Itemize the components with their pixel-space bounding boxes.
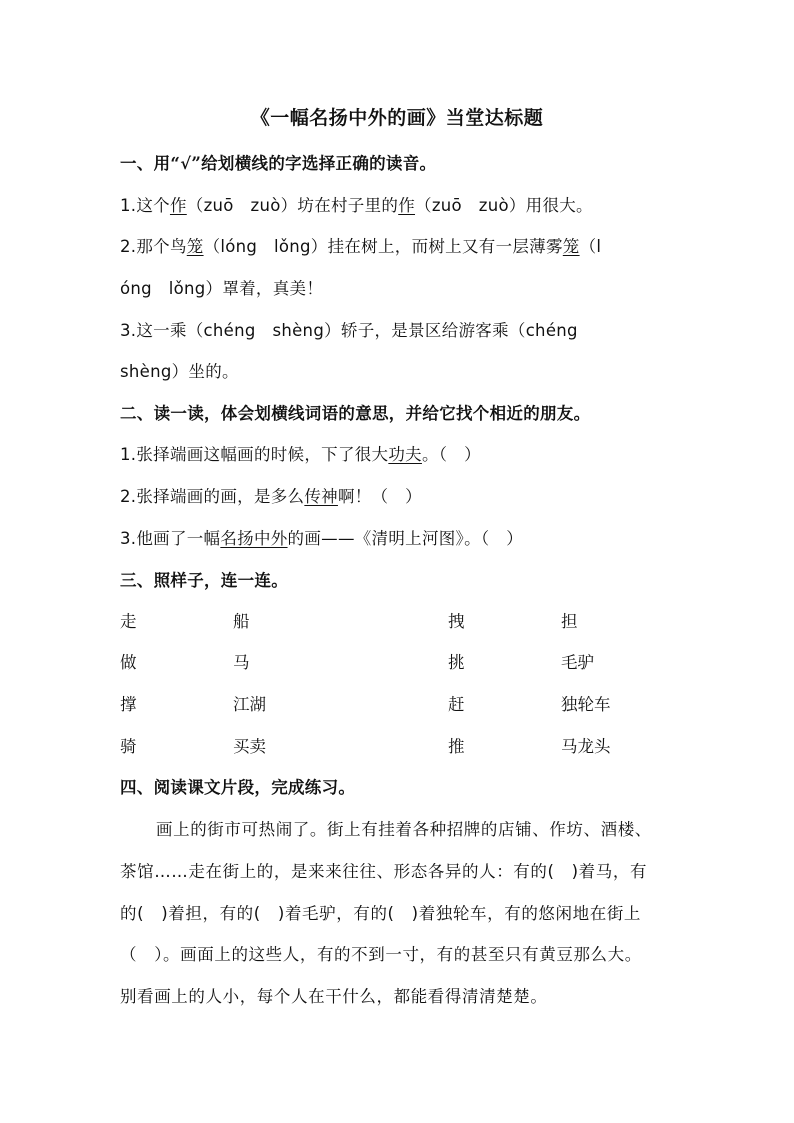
section2-question-3 [120,525,523,549]
match-left-verb: 做 [120,653,137,672]
section2-heading: 二、读一读，体会划横线词语的意思，并给它找个相近的朋友。 [120,404,591,423]
passage-line: 茶馆……走在街上的，是来来往往、形态各异的人：有的( )着马，有 [120,862,648,881]
s2q1-text-a: 1.张择端画这幅画的时候，下了很大 [120,445,389,464]
section1-question-2-cont: óng lǒng）罩着，真美！ [120,279,324,298]
s2q2-underlined-word: 传神 [304,487,338,506]
match-right-noun: 马龙头 [561,737,611,756]
passage-line: 别看画上的人小，每个人在干什么，都能看得清清楚楚。 [120,987,548,1006]
passage-line: （ ）。画面上的这些人，有的不到一寸，有的甚至只有黄豆那么大。 [120,945,642,964]
match-right-noun: 毛驴 [561,653,594,672]
s2q1-text-b: 。（ ） [421,445,481,464]
match-left-noun: 江湖 [233,695,266,714]
passage-line: 画上的街市可热闹了。街上有挂着各种招牌的店铺、作坊、酒楼、 [156,820,652,839]
match-right-noun: 独轮车 [561,695,611,714]
match-left-verb: 撑 [120,695,137,714]
section1-question-3-cont: shèng）坐的。 [120,362,239,381]
s2q3-text-b: 的画——《清明上河图》。（ ） [287,529,524,548]
q2-text-b: （lóng lǒng）挂在树上，而树上又有一层薄雾 [203,237,563,256]
q2-text-c: （l [579,237,602,256]
section1-question-3: 3.这一乘（chéng shèng）轿子，是景区给游客乘（chéng [120,321,578,340]
match-right-verb: 赶 [448,695,465,714]
section4-heading: 四、阅读课文片段，完成练习。 [120,778,356,797]
q1-underlined-char-2: 作 [398,196,416,215]
match-right-noun: 担 [561,612,578,631]
passage-line: 的( )着担，有的( )着毛驴，有的( )着独轮车，有的悠闲地在街上 [120,904,642,923]
match-right-verb: 挑 [448,653,465,672]
q2-text-a: 2.那个鸟 [120,237,187,256]
match-left-verb: 骑 [120,737,137,756]
match-left-verb: 走 [120,612,137,631]
q1-text-a: 1.这个 [120,196,170,215]
q2-underlined-char-2: 笼 [562,237,580,256]
section2-question-2 [120,483,422,507]
q1-text-c: （zuō zuò）用很大。 [415,196,593,215]
q1-text-b: （zuō zuò）坊在村子里的 [186,196,399,215]
match-left-noun: 马 [233,653,250,672]
match-right-verb: 推 [448,737,465,756]
s2q2-text-b: 啊！（ ） [337,487,422,506]
match-right-verb: 拽 [448,612,465,631]
section2-question-1 [120,441,481,465]
s2q3-text-a: 3.他画了一幅 [120,529,221,548]
section1-question-2 [120,233,601,257]
s2q1-underlined-word: 功夫 [388,445,422,464]
section1-question-1 [120,192,593,216]
s2q3-underlined-word: 名扬中外 [220,529,288,548]
match-left-noun: 船 [233,612,250,631]
match-left-noun: 买卖 [233,737,266,756]
section1-heading: 一、用“√”给划横线的字选择正确的读音。 [120,154,437,173]
s2q2-text-a: 2.张择端画的画，是多么 [120,487,305,506]
section3-heading: 三、照样子，连一连。 [120,571,288,590]
page-title: 《一幅名扬中外的画》当堂达标题 [250,107,544,129]
q2-underlined-char-1: 笼 [186,237,204,256]
q1-underlined-char-1: 作 [169,196,187,215]
